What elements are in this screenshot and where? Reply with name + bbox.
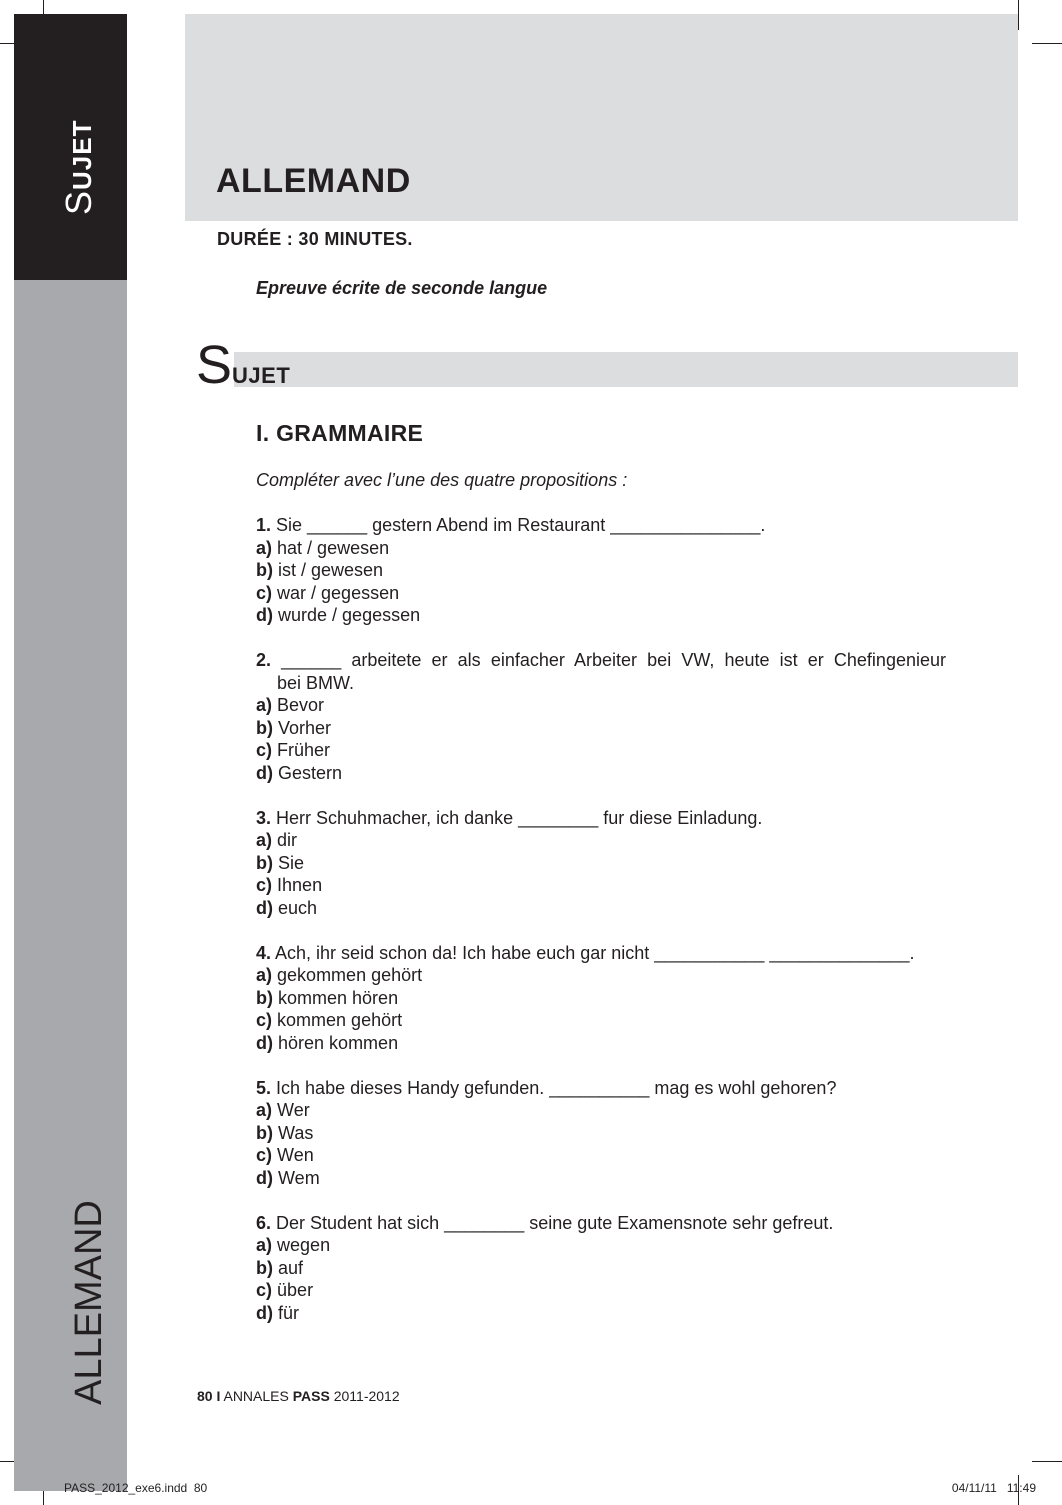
question-text-continued: bei BMW. [277,672,355,693]
answer-option [256,897,946,920]
question-number: 4. [256,942,272,963]
option-text: über [277,1280,314,1300]
question-item [256,942,946,1055]
question-text: Herr Schuhmacher, ich danke ________ fur diese Einladung. [276,807,763,828]
option-text: gekommen gehört [277,965,423,985]
footer-separator: I [216,1388,221,1404]
option-text: Früher [277,740,331,760]
page-footer [197,1388,400,1404]
option-text: Sie [278,852,305,873]
answer-option [256,582,946,605]
print-slug-timestamp: 04/11/11 11:49 [951,1481,1036,1495]
section-band [234,352,1018,387]
option-text: für [278,1302,300,1323]
print-slug-file: PASS_2012_exe6.indd 80 [64,1481,208,1495]
option-label: b) [256,1257,273,1278]
option-label: d) [256,1302,273,1323]
option-text: Wem [278,1167,320,1188]
question-number: 6. [256,1212,272,1233]
question-stem [256,942,946,965]
question-stem [256,649,946,672]
option-text: Wen [277,1145,314,1165]
instruction-text: Compléter avec l’une des quatre propositions : [256,470,628,490]
option-label: b) [256,717,273,738]
crop-mark [1032,1461,1062,1462]
question-number: 2. [256,650,272,670]
footer-years: 2011-2012 [333,1388,400,1404]
duration-label: DURÉE : 30 MINUTES. [217,229,413,249]
option-text: kommen hören [278,987,399,1008]
option-label: c) [256,582,273,603]
question-stem [256,807,946,830]
answer-option [256,762,946,785]
option-text: ist / gewesen [278,560,384,580]
option-label: d) [256,605,273,625]
answer-option [256,739,946,762]
answer-option [256,1099,946,1122]
option-text: auf [278,1257,304,1278]
answer-option [256,964,946,987]
option-text: dir [277,830,298,850]
answer-option [256,1167,946,1190]
option-text: wegen [277,1235,331,1255]
option-text: hat / gewesen [277,537,390,558]
answer-option [256,604,946,627]
sidebar-sujet-label: SUJET [58,119,99,215]
answer-option [256,694,946,717]
option-label: a) [256,1235,273,1255]
answer-option [256,852,946,875]
option-label: c) [256,1280,273,1300]
option-label: d) [256,1032,273,1053]
option-text: Bevor [277,695,325,715]
option-label: a) [256,537,273,558]
option-text: Gestern [278,762,343,783]
question-item [256,807,946,920]
question-item [256,1212,946,1325]
page-number: 80 [197,1388,213,1404]
answer-option [256,1279,946,1302]
answer-option [256,874,946,897]
question-list [256,514,946,1347]
question-stem [256,1077,946,1100]
option-label: a) [256,1100,273,1120]
crop-mark [1032,43,1062,44]
option-label: c) [256,875,273,895]
question-number: 3. [256,807,272,828]
question-stem [256,514,946,537]
option-text: Vorher [278,717,332,738]
option-label: c) [256,740,273,760]
option-label: a) [256,965,273,985]
answer-option [256,1234,946,1257]
exam-subtitle: Epreuve écrite de seconde langue [256,278,548,298]
answer-option [256,1257,946,1280]
question-number: 5. [256,1077,272,1098]
answer-option [256,1009,946,1032]
question-number: 1. [256,515,272,535]
option-text: wurde / gegessen [278,605,421,625]
option-text: kommen gehört [277,1010,403,1030]
question-text: Ach, ihr seid schon da! Ich habe euch gar nicht ___________ ______________. [275,942,915,963]
option-label: b) [256,852,273,873]
option-label: b) [256,987,273,1008]
answer-option [256,1144,946,1167]
question-text: ______ arbeitete er als einfacher Arbeiter bei VW, heute ist er Chefingenieur [281,650,946,670]
option-label: b) [256,1122,273,1143]
option-label: b) [256,560,273,580]
answer-option [256,559,946,582]
answer-option [256,1302,946,1325]
answer-option [256,1122,946,1145]
option-label: d) [256,897,273,918]
part-title: I. GRAMMAIRE [256,420,424,446]
question-text: Der Student hat sich ________ seine gute Examensnote sehr gefreut. [276,1212,834,1233]
footer-pass: PASS [292,1388,330,1404]
option-label: a) [256,830,273,850]
question-item [256,514,946,627]
option-text: Wer [277,1100,310,1120]
option-label: a) [256,695,273,715]
answer-option [256,1032,946,1055]
page-title: ALLEMAND [216,162,411,200]
section-title: SUJET [196,335,291,395]
option-text: Was [278,1122,314,1143]
option-text: hören kommen [278,1032,399,1053]
question-text: Ich habe dieses Handy gefunden. __________ mag es wohl gehoren? [276,1077,837,1098]
option-label: d) [256,762,273,783]
option-text: war / gegessen [277,582,400,603]
answer-option [256,717,946,740]
question-item [256,649,946,784]
option-label: c) [256,1145,273,1165]
answer-option [256,537,946,560]
question-text: Sie ______ gestern Abend im Restaurant _______________. [276,515,766,535]
option-text: euch [278,897,318,918]
question-item [256,1077,946,1190]
footer-annales: ANNALES [223,1388,289,1404]
crop-mark [1018,0,1019,30]
sidebar-allemand-label: ALLEMAND [68,1200,110,1405]
answer-option [256,987,946,1010]
answer-option [256,829,946,852]
question-stem [256,1212,946,1235]
option-label: d) [256,1167,273,1188]
option-label: c) [256,1010,273,1030]
option-text: Ihnen [277,875,323,895]
